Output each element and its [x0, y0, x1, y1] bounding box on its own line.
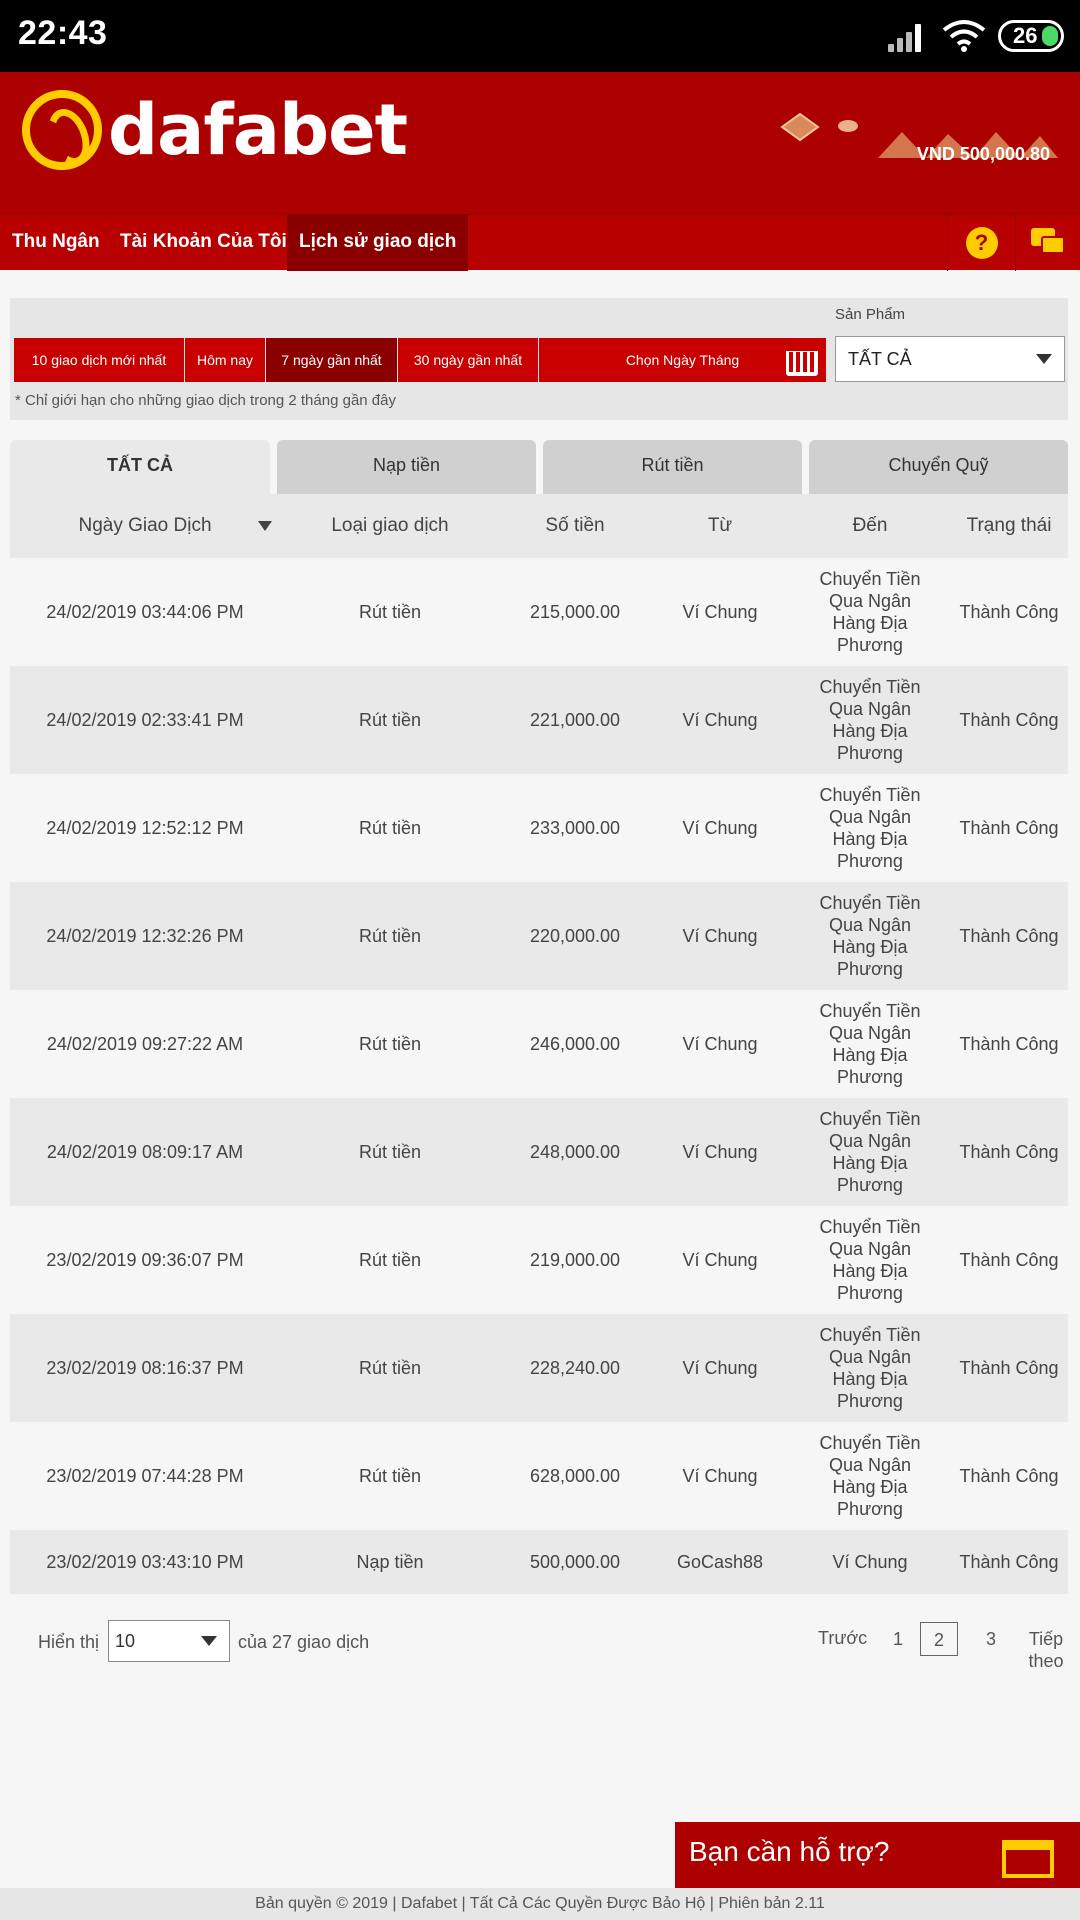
tab-transfer[interactable]: Chuyển Quỹ	[809, 440, 1068, 494]
filter-note: * Chỉ giới hạn cho những giao dịch trong 2 tháng gần đây	[15, 392, 396, 409]
cell-amount: 228,240.00	[529, 1358, 621, 1378]
cell-date: 23/02/2019 07:44:28 PM	[46, 1466, 244, 1486]
account-balance[interactable]: VND 500,000.80	[916, 144, 1050, 164]
cell-status: Thành Công	[959, 1142, 1059, 1162]
table-row	[10, 666, 1068, 774]
page-size-label: Hiển thị	[38, 1632, 100, 1652]
cell-amount: 628,000.00	[529, 1466, 621, 1486]
cell-date: 24/02/2019 09:27:22 AM	[46, 1034, 244, 1054]
cell-amount: 215,000.00	[529, 602, 621, 622]
cell-amount: 248,000.00	[529, 1142, 621, 1162]
cell-from: Ví Chung	[682, 1466, 758, 1486]
cell-to: Chuyển Tiền Qua Ngân Hàng Địa Phương	[819, 785, 921, 871]
logo-mark-icon	[22, 90, 102, 170]
cell-type: Rút tiền	[358, 710, 422, 730]
page-size-value: 10	[115, 1631, 136, 1651]
status-bar	[0, 0, 1080, 72]
cell-from: Ví Chung	[682, 1358, 758, 1378]
cell-status: Thành Công	[959, 1358, 1059, 1378]
table-header	[10, 494, 1068, 558]
cell-status: Thành Công	[959, 1250, 1059, 1270]
cell-to: Chuyển Tiền Qua Ngân Hàng Địa Phương	[819, 569, 921, 655]
cell-amount: 219,000.00	[529, 1250, 621, 1270]
cell-date: 23/02/2019 03:43:10 PM	[46, 1552, 244, 1572]
support-card-icon	[1002, 1840, 1054, 1878]
live-chat-button[interactable]	[1015, 215, 1080, 271]
support-button[interactable]	[675, 1822, 1080, 1888]
signal-icon	[888, 22, 928, 52]
chevron-down-icon	[1036, 354, 1052, 364]
cell-to: Ví Chung	[832, 1552, 908, 1572]
cell-status: Thành Công	[959, 602, 1059, 622]
cell-amount: 500,000.00	[529, 1552, 621, 1572]
wifi-icon	[942, 18, 986, 52]
chat-icon	[1031, 228, 1065, 258]
product-select[interactable]	[835, 336, 1065, 382]
cell-to: Chuyển Tiền Qua Ngân Hàng Địa Phương	[819, 1001, 921, 1087]
transaction-table-body	[10, 558, 1068, 1594]
cell-date: 23/02/2019 08:16:37 PM	[46, 1358, 244, 1378]
cell-from: Ví Chung	[682, 1142, 758, 1162]
cell-amount: 233,000.00	[529, 818, 621, 838]
support-label: Bạn cần hỗ trợ?	[689, 1836, 890, 1867]
cell-from: GoCash88	[676, 1552, 764, 1572]
product-label: Sản Phẩm	[835, 306, 906, 323]
cell-from: Ví Chung	[682, 1034, 758, 1054]
filter-pick-date-label: Chọn Ngày Tháng	[625, 352, 740, 368]
date-filter-panel	[10, 298, 1068, 420]
filter-today-button[interactable]: Hôm nay	[185, 338, 266, 382]
page-size-select[interactable]	[108, 1620, 230, 1662]
next-page-link[interactable]: Tiếp theo	[1028, 1629, 1064, 1671]
cell-to: Chuyển Tiền Qua Ngân Hàng Địa Phương	[819, 1217, 921, 1303]
cell-type: Rút tiền	[358, 1466, 422, 1486]
footer-copyright: Bản quyền © 2019 | Dafabet | Tất Cả Các Quyền Được Bảo Hộ | Phiên bản 2.11	[0, 1888, 1080, 1920]
table-row	[10, 774, 1068, 882]
main-nav	[0, 214, 1080, 270]
page-link-3[interactable]: 3	[985, 1629, 996, 1649]
cell-status: Thành Công	[959, 818, 1059, 838]
cell-status: Thành Công	[959, 710, 1059, 730]
cell-status: Thành Công	[959, 1466, 1059, 1486]
filter-latest-10-button[interactable]: 10 giao dịch mới nhất	[14, 338, 185, 382]
table-row	[10, 558, 1068, 666]
sort-down-icon[interactable]	[258, 521, 272, 531]
cell-date: 24/02/2019 12:32:26 PM	[46, 926, 244, 946]
help-icon: ?	[966, 227, 998, 259]
column-header-date[interactable]: Ngày Giao Dịch	[78, 515, 212, 536]
cell-to: Chuyển Tiền Qua Ngân Hàng Địa Phương	[819, 1109, 921, 1195]
lantern-decoration-icon	[780, 112, 820, 142]
cell-to: Chuyển Tiền Qua Ngân Hàng Địa Phương	[819, 1433, 921, 1519]
cell-type: Rút tiền	[358, 1358, 422, 1378]
product-select-value: TẤT CẢ	[848, 349, 912, 369]
column-header-from: Từ	[707, 515, 733, 536]
logo-text: dafabet	[108, 89, 408, 171]
cell-amount: 220,000.00	[529, 926, 621, 946]
nav-item-cashier[interactable]: Thu Ngân	[12, 231, 100, 252]
cell-date: 24/02/2019 02:33:41 PM	[46, 710, 244, 730]
table-row	[10, 1422, 1068, 1530]
cell-from: Ví Chung	[682, 926, 758, 946]
cell-from: Ví Chung	[682, 1250, 758, 1270]
cell-from: Ví Chung	[682, 710, 758, 730]
calendar-icon	[786, 344, 818, 376]
previous-page-link[interactable]: Trước	[818, 1628, 868, 1648]
fish-decoration-icon	[836, 112, 862, 142]
table-row	[10, 1206, 1068, 1314]
column-header-to: Đến	[852, 515, 888, 536]
dafabet-logo[interactable]	[22, 90, 407, 170]
cell-date: 23/02/2019 09:36:07 PM	[46, 1250, 244, 1270]
cell-status: Thành Công	[959, 1034, 1059, 1054]
table-row	[10, 1098, 1068, 1206]
table-row	[10, 1530, 1068, 1594]
cell-type: Nạp tiền	[356, 1552, 424, 1572]
nav-item-my-account[interactable]: Tài Khoản Của Tôi	[120, 231, 287, 252]
cell-date: 24/02/2019 08:09:17 AM	[46, 1142, 244, 1162]
table-row	[10, 1314, 1068, 1422]
nav-item-transaction-history[interactable]: Lịch sử giao dịch	[287, 215, 468, 271]
table-row	[10, 882, 1068, 990]
page-link-1[interactable]: 1	[892, 1629, 903, 1649]
site-header	[0, 72, 1080, 214]
help-button[interactable]	[947, 215, 1015, 271]
pagination	[10, 1620, 1068, 1680]
filter-30-days-button[interactable]: 30 ngày gần nhất	[398, 338, 539, 382]
cell-type: Rút tiền	[358, 1250, 422, 1270]
column-header-type: Loại giao dịch	[331, 515, 449, 536]
filter-7-days-button[interactable]: 7 ngày gần nhất	[266, 338, 398, 382]
tab-all[interactable]: TẤT CẢ	[10, 440, 270, 494]
cell-from: Ví Chung	[682, 818, 758, 838]
cell-to: Chuyển Tiền Qua Ngân Hàng Địa Phương	[819, 893, 921, 979]
cell-amount: 221,000.00	[529, 710, 621, 730]
cell-type: Rút tiền	[358, 1142, 422, 1162]
chevron-down-icon	[201, 1636, 217, 1646]
column-header-status: Trạng thái	[966, 515, 1052, 536]
cell-type: Rút tiền	[358, 926, 422, 946]
table-row	[10, 990, 1068, 1098]
cell-to: Chuyển Tiền Qua Ngân Hàng Địa Phương	[819, 1325, 921, 1411]
battery-level: 26	[1013, 23, 1038, 48]
page-link-2[interactable]: 2	[920, 1622, 958, 1656]
filter-pick-date-button[interactable]	[539, 338, 827, 382]
tab-deposit[interactable]: Nạp tiền	[277, 440, 536, 494]
cell-from: Ví Chung	[682, 602, 758, 622]
tab-withdraw[interactable]: Rút tiền	[543, 440, 802, 494]
battery-icon	[998, 20, 1064, 52]
cell-date: 24/02/2019 03:44:06 PM	[46, 602, 244, 622]
cell-type: Rút tiền	[358, 602, 422, 622]
cell-date: 24/02/2019 12:52:12 PM	[46, 818, 244, 838]
status-time: 22:43	[18, 14, 108, 52]
cell-amount: 246,000.00	[529, 1034, 621, 1054]
cell-status: Thành Công	[959, 926, 1059, 946]
cell-status: Thành Công	[959, 1552, 1059, 1572]
cell-type: Rút tiền	[358, 818, 422, 838]
cell-to: Chuyển Tiền Qua Ngân Hàng Địa Phương	[819, 677, 921, 763]
cell-type: Rút tiền	[358, 1034, 422, 1054]
column-header-amount: Số tiền	[545, 515, 605, 536]
total-count-label: của 27 giao dịch	[238, 1632, 370, 1652]
